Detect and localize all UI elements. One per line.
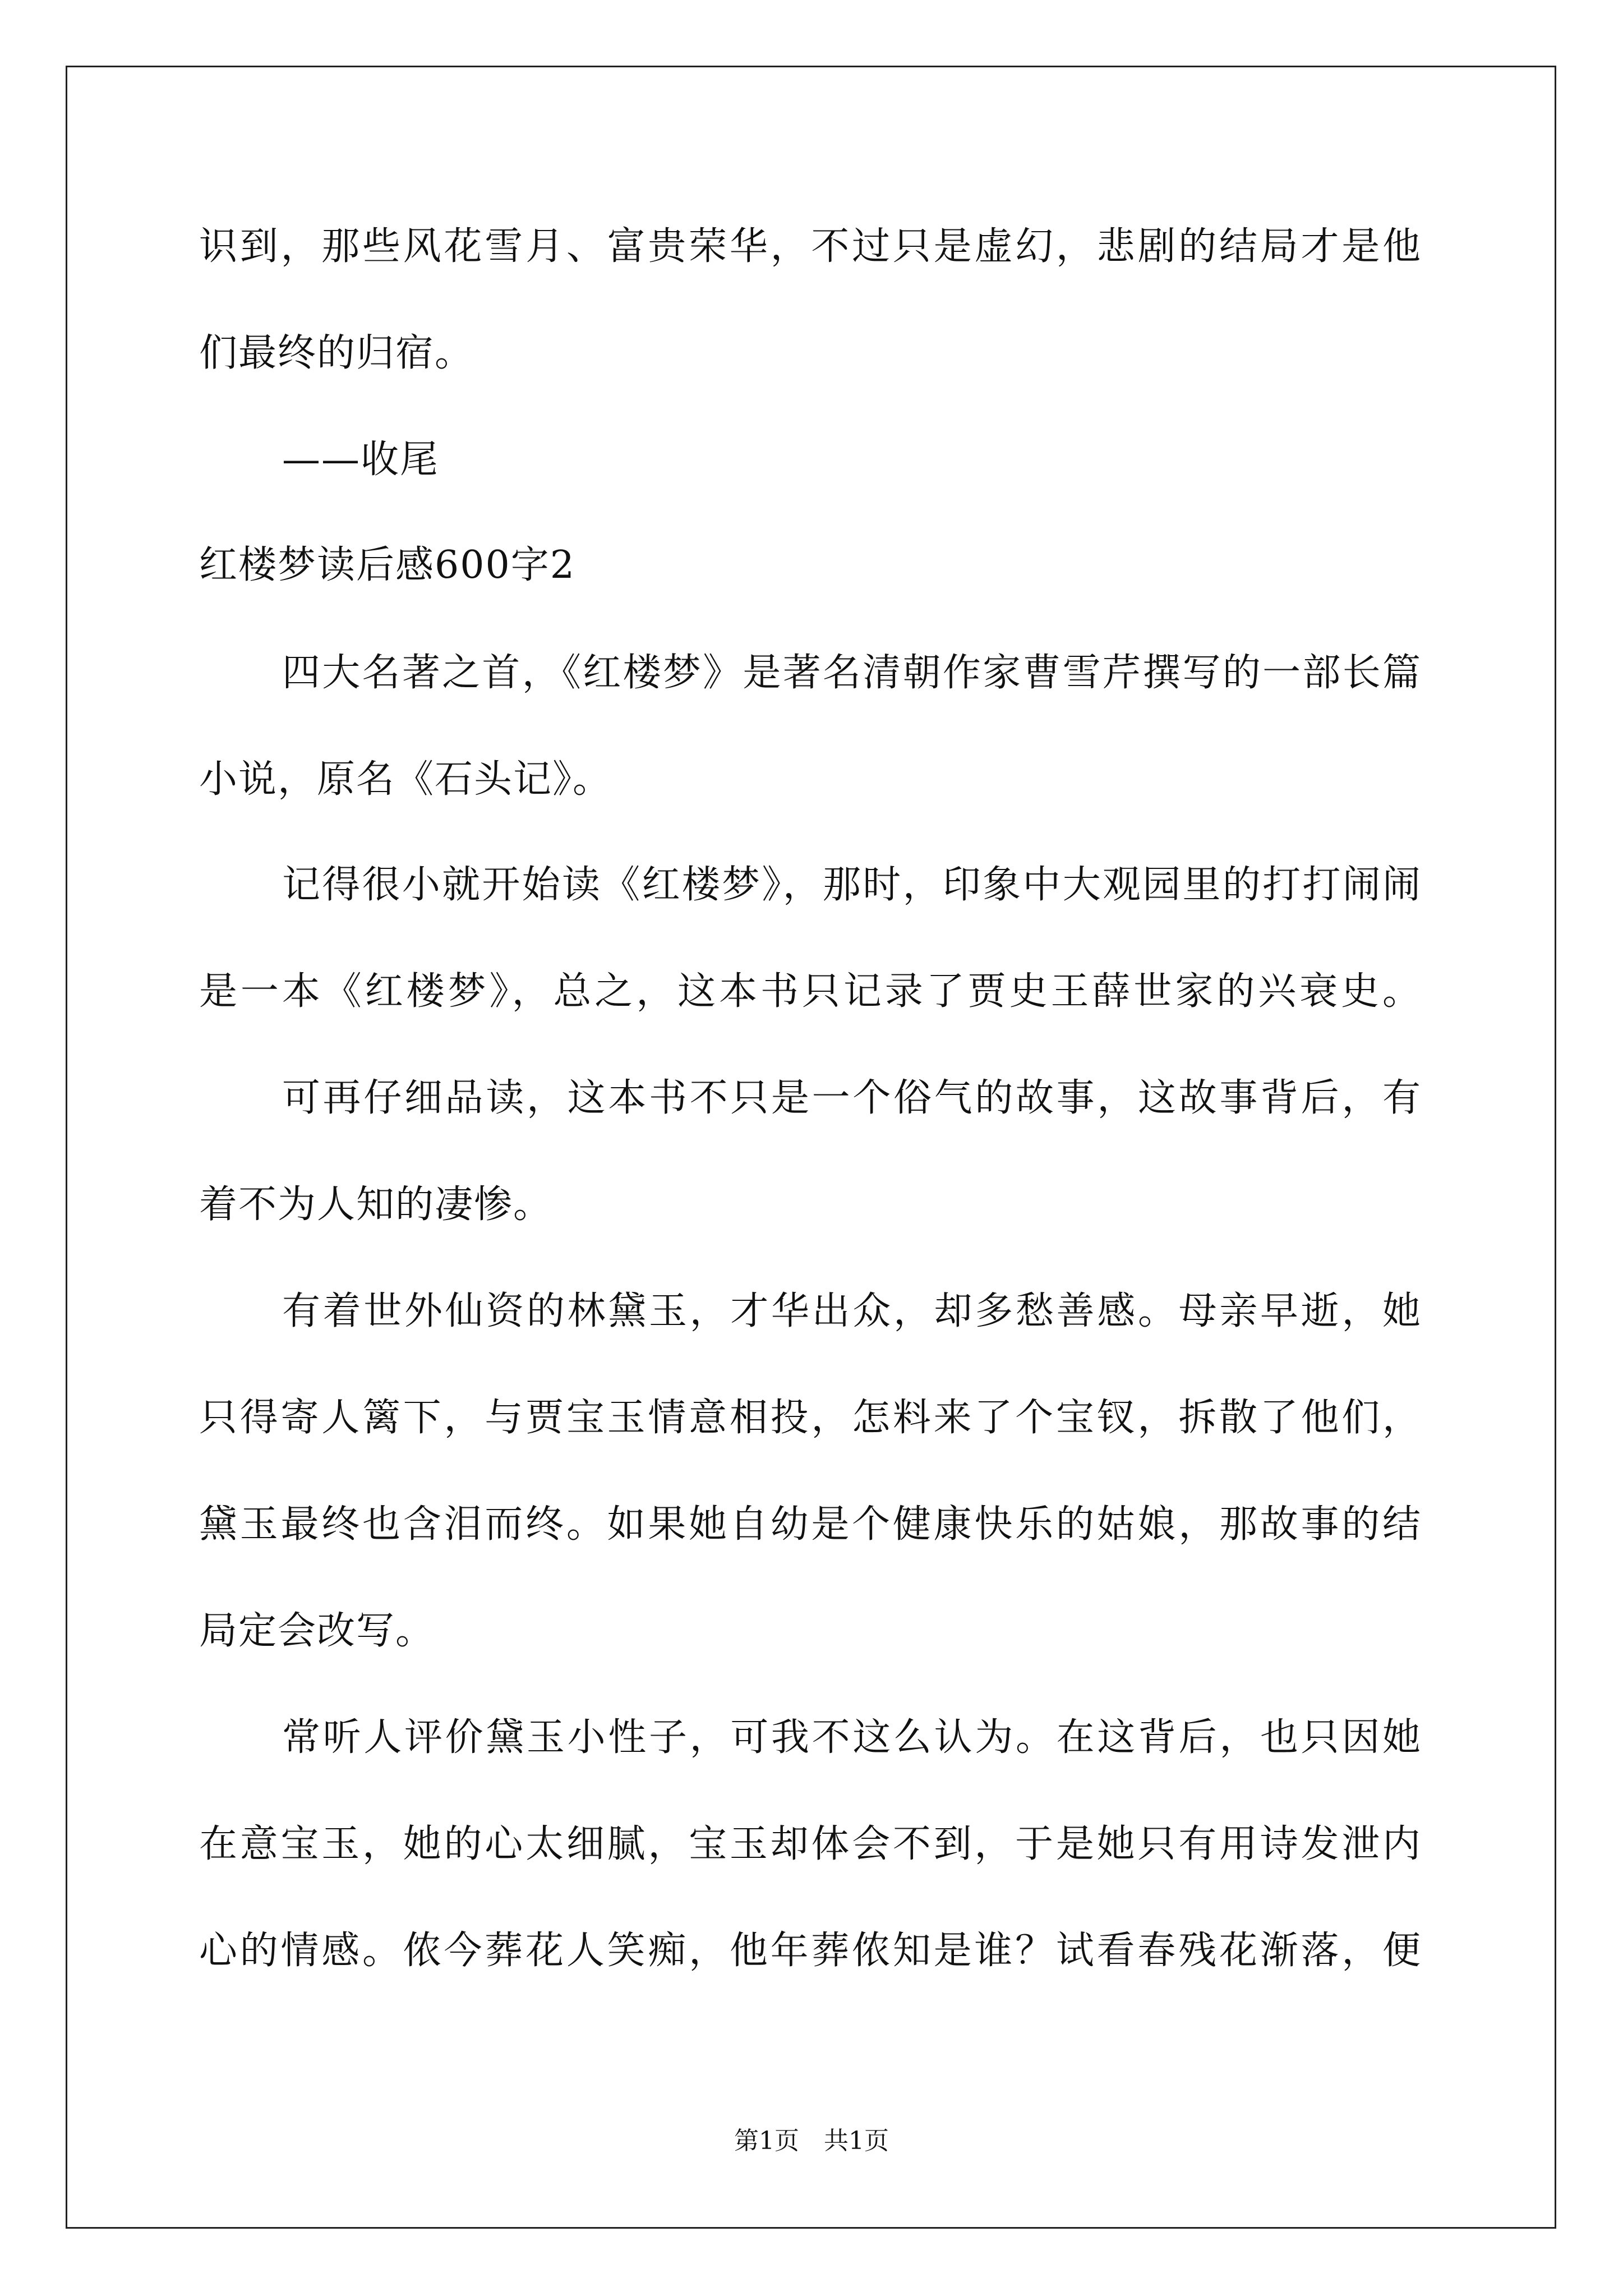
text-line: 们最终的归宿。 [199,331,474,375]
page-number-footer: 第1页 共1页 [734,2127,889,2155]
text-line: 是一本《红楼梦》，总之，这本书只记录了贾史王薛世家的兴衰史。 [199,969,1422,1014]
text-line: 心的情感。侬今葬花人笑痴，他年葬侬知是谁？试看春残花渐落，便 [199,1929,1422,1973]
text-line: 着不为人知的凄惨。 [199,1182,553,1227]
section-heading: 红楼梦读后感600字2 [199,543,576,587]
paragraph-start-line: 常听人评价黛玉小性子，可我不这么认为。在这背后，也只因她 [282,1715,1422,1760]
text-line: 在意宝玉，她的心太细腻，宝玉却体会不到，于是她只有用诗发泄内 [199,1822,1422,1866]
text-line: 黛玉最终也含泪而终。如果她自幼是个健康快乐的姑娘，那故事的结 [199,1502,1422,1547]
paragraph-start-line: 可再仔细品读，这本书不只是一个俗气的故事，这故事背后，有 [282,1076,1422,1120]
text-line: 识到，那些风花雪月、富贵荣华，不过只是虚幻，悲剧的结局才是他 [199,224,1422,269]
paragraph-start-line: 有着世外仙资的林黛玉，才华出众，却多愁善感。母亲早逝，她 [282,1289,1422,1333]
paragraph-start-line: 记得很小就开始读《红楼梦》，那时，印象中大观园里的打打闹闹 [282,863,1422,907]
text-line: 小说，原名《石头记》。 [199,757,612,802]
text-line: 只得寄人篱下，与贾宝玉情意相投，怎料来了个宝钗，拆散了他们， [199,1396,1422,1440]
page-border [66,66,1556,2229]
paragraph-start-line: 四大名著之首，《红楼梦》是著名清朝作家曹雪芹撰写的一部长篇 [282,651,1422,695]
closing-line: ——收尾 [282,438,440,482]
text-line: 局定会改写。 [199,1609,435,1653]
